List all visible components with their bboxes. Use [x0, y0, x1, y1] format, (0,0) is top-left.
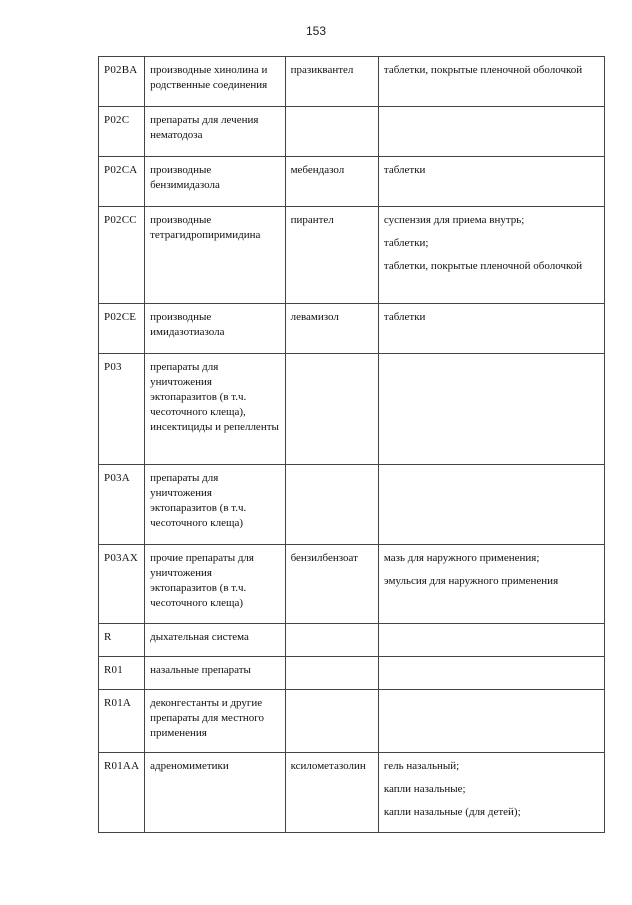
atc-code-cell: P03AX — [99, 545, 145, 624]
dosage-form-cell — [378, 657, 604, 690]
dosage-form-item: капли назальные; — [383, 783, 466, 795]
dosage-form-item: мазь для наружного применения; — [383, 552, 540, 564]
table-row — [99, 207, 605, 304]
table-row — [99, 157, 605, 207]
dosage-form-item: капли назальные (для детей); — [383, 806, 521, 818]
atc-code-cell: P02BA — [99, 57, 145, 107]
table-row — [99, 465, 605, 545]
group-name-cell: адреномиметики — [145, 753, 285, 833]
table-row — [99, 753, 605, 833]
atc-code-cell: P02CA — [99, 157, 145, 207]
group-name-cell: деконгестанты и другие препараты для местного применения — [145, 690, 285, 753]
dosage-form-item: таблетки — [383, 311, 426, 323]
group-name-cell: препараты для лечения нематодоза — [145, 107, 285, 157]
dosage-form-cell — [378, 304, 604, 354]
page-number: 153 — [305, 24, 327, 38]
table-row — [99, 657, 605, 690]
dosage-form-cell — [378, 690, 604, 753]
dosage-form-item: таблетки; — [383, 237, 429, 249]
dosage-form-cell — [378, 57, 604, 107]
table-row — [99, 354, 605, 465]
drug-name-cell — [285, 107, 378, 157]
dosage-form-cell — [378, 207, 604, 304]
atc-table-body — [99, 57, 605, 833]
group-name-cell: производные тетрагидропиримидина — [145, 207, 285, 304]
atc-code-cell: P02CE — [99, 304, 145, 354]
dosage-form-item: таблетки, покрытые пленочной оболочкой — [383, 64, 583, 76]
dosage-form-cell — [378, 545, 604, 624]
group-name-cell: прочие препараты для уничтожения эктопаразитов (в т.ч. чесоточного клеща) — [145, 545, 285, 624]
dosage-form-item: эмульсия для наружного применения — [383, 575, 559, 587]
drug-name-cell: бензилбензоат — [285, 545, 378, 624]
atc-code-cell: P02CC — [99, 207, 145, 304]
group-name-cell: препараты для уничтожения эктопаразитов (в т.ч. чесоточного клеща), инсектициды и репелленты — [145, 354, 285, 465]
group-name-cell: дыхательная система — [145, 624, 285, 657]
drug-name-cell — [285, 624, 378, 657]
drug-name-cell — [285, 465, 378, 545]
drug-name-cell — [285, 354, 378, 465]
atc-code-cell: P02C — [99, 107, 145, 157]
drug-name-cell: мебендазол — [285, 157, 378, 207]
group-name-cell: назальные препараты — [145, 657, 285, 690]
table-row — [99, 304, 605, 354]
dosage-form-item: гель назальный; — [383, 760, 460, 772]
drug-name-cell: празиквантел — [285, 57, 378, 107]
atc-code-cell: R — [99, 624, 145, 657]
drug-name-cell: пирантел — [285, 207, 378, 304]
drug-name-cell: левамизол — [285, 304, 378, 354]
dosage-form-cell — [378, 624, 604, 657]
group-name-cell: препараты для уничтожения эктопаразитов (в т.ч. чесоточного клеща) — [145, 465, 285, 545]
table-row — [99, 107, 605, 157]
drug-name-cell — [285, 657, 378, 690]
dosage-form-cell — [378, 465, 604, 545]
drug-name-cell: ксилометазолин — [285, 753, 378, 833]
atc-code-cell: R01A — [99, 690, 145, 753]
dosage-form-item: таблетки — [383, 164, 426, 176]
atc-code-cell: R01AA — [99, 753, 145, 833]
drug-name-cell — [285, 690, 378, 753]
dosage-form-cell — [378, 753, 604, 833]
atc-table — [98, 56, 605, 833]
atc-code-cell: P03A — [99, 465, 145, 545]
table-row — [99, 624, 605, 657]
table-row — [99, 690, 605, 753]
table-row — [99, 545, 605, 624]
table-row — [99, 57, 605, 107]
dosage-form-cell — [378, 107, 604, 157]
group-name-cell: производные имидазотиазола — [145, 304, 285, 354]
dosage-form-cell — [378, 354, 604, 465]
atc-code-cell: P03 — [99, 354, 145, 465]
atc-code-cell: R01 — [99, 657, 145, 690]
dosage-form-cell — [378, 157, 604, 207]
group-name-cell: производные хинолина и родственные соединения — [145, 57, 285, 107]
dosage-form-item: суспензия для приема внутрь; — [383, 214, 525, 226]
group-name-cell: производные бензимидазола — [145, 157, 285, 207]
dosage-form-item: таблетки, покрытые пленочной оболочкой — [383, 260, 583, 272]
